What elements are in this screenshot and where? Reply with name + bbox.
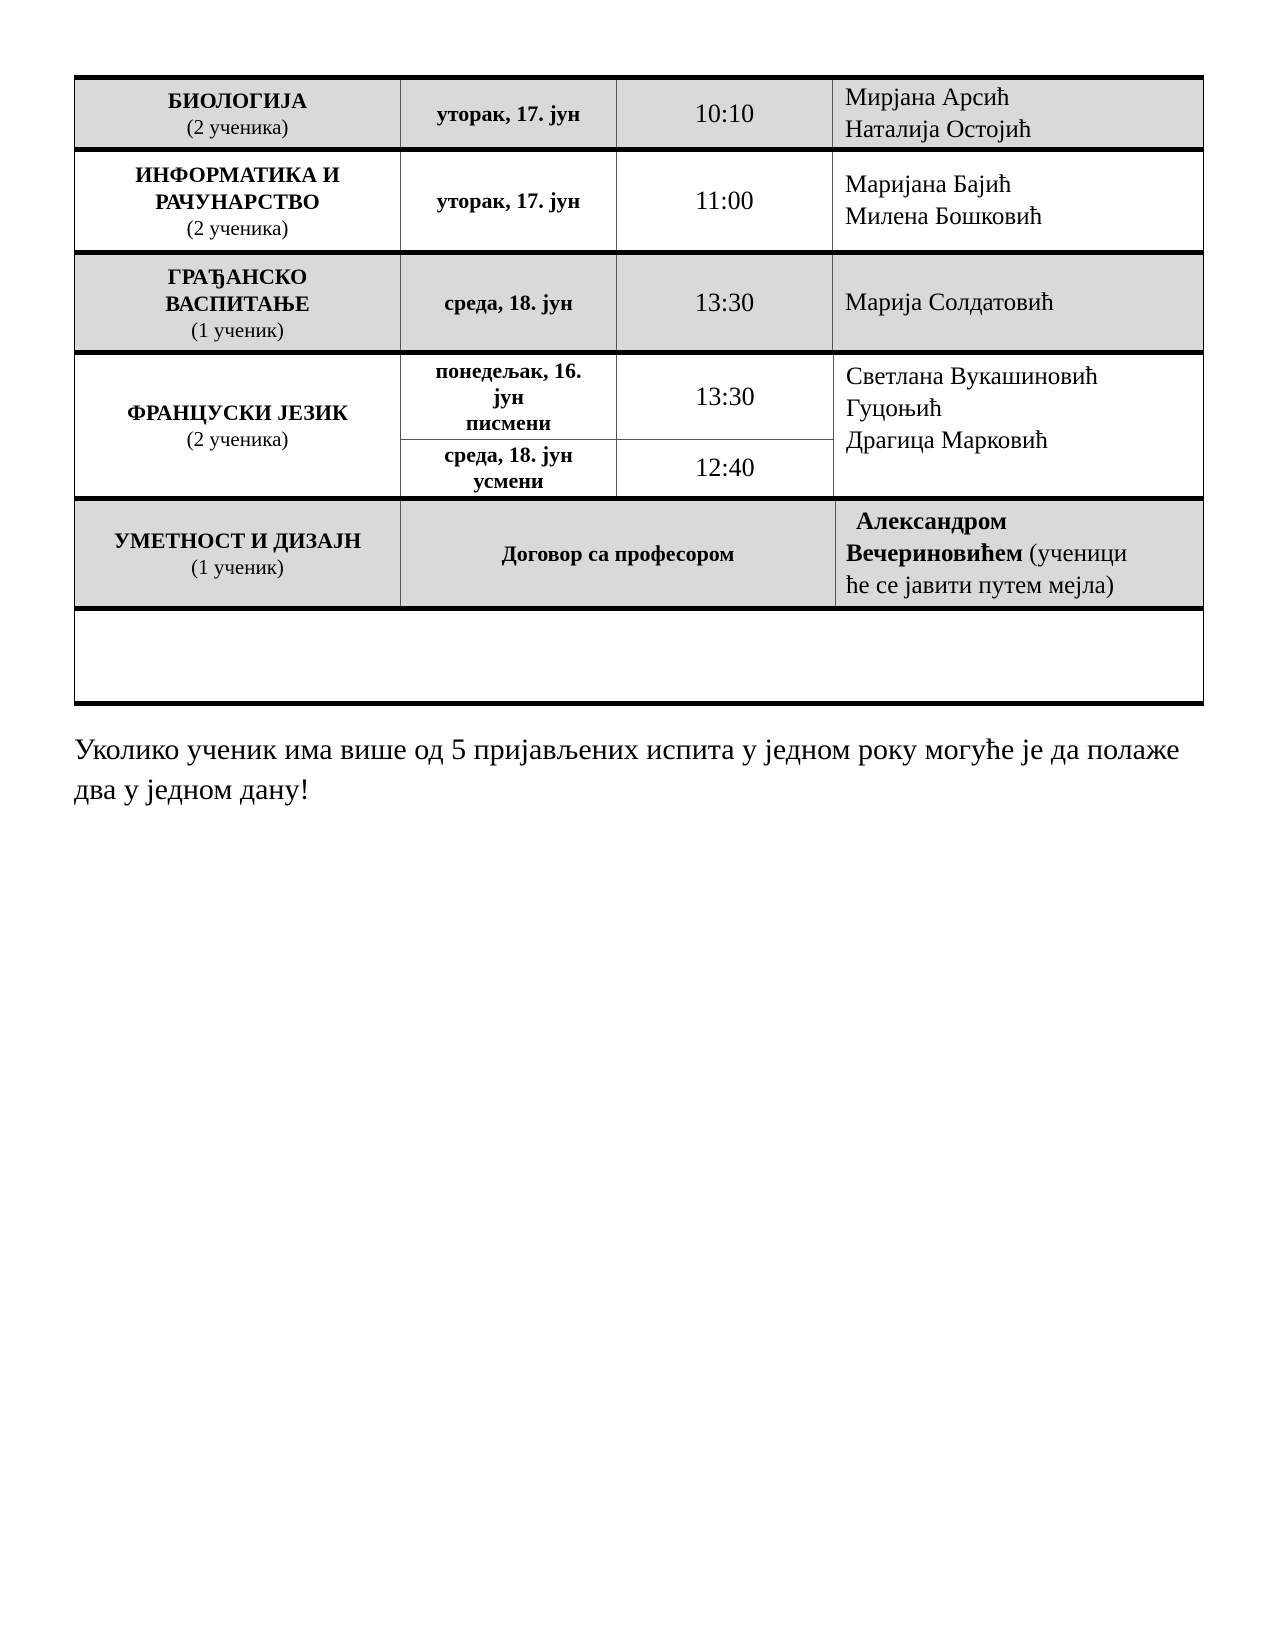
date-cell	[401, 440, 617, 496]
table-row	[74, 250, 1204, 350]
date-cell	[401, 355, 617, 439]
exam-time: 10:10	[694, 98, 755, 128]
table-row	[74, 350, 1204, 496]
teacher-name: Гуцоњић	[846, 395, 942, 422]
student-count: (1 ученик)	[191, 317, 284, 342]
contact-note: (ученици	[1022, 539, 1128, 567]
teacher-name: Марија Солдатовић	[845, 288, 1054, 316]
student-count: (2 ученика)	[186, 216, 289, 240]
subject-name: РАЧУНАРСТВО	[155, 189, 320, 214]
contact-name: Александром	[856, 507, 1007, 535]
exam-date: понедељак, 16.	[435, 357, 582, 383]
exam-time: 12:40	[695, 452, 755, 482]
teacher-name: Наталија Остојић	[845, 115, 1032, 143]
contact-cell	[836, 501, 1203, 606]
teacher-name: Милена Бошковић	[845, 203, 1043, 230]
teachers-cell	[833, 255, 1203, 350]
contact-note: ће се јавити путем мејла)	[846, 571, 1115, 599]
arrangement-note: Договор са професором	[501, 540, 735, 566]
time-cell	[617, 440, 833, 496]
subject-name: ГРАЂАНСКО	[167, 263, 308, 289]
date-cell	[401, 80, 617, 147]
subject-cell	[75, 255, 401, 350]
arrangement-cell	[401, 501, 836, 606]
teacher-name: Мирјана Арсић	[845, 83, 1010, 111]
time-cell	[617, 255, 833, 350]
subject-cell	[75, 80, 401, 147]
subject-name: БИОЛОГИЈА	[167, 88, 308, 113]
exam-date: среда, 18. јун	[444, 441, 573, 467]
exam-time: 11:00	[695, 186, 754, 215]
teachers-cell	[833, 152, 1203, 250]
date-cell	[401, 255, 617, 350]
session-row	[401, 439, 833, 496]
teachers-cell	[833, 80, 1203, 147]
student-count: (2 ученика)	[186, 115, 289, 139]
table-row	[74, 75, 1204, 147]
teacher-name: Светлана Вукашиновић	[846, 363, 1098, 390]
footer-note: Уколико ученик има више од 5 пријављених испита у једном року могуће је да полаже два у једном дану!	[74, 733, 1180, 806]
subject-name: УМЕТНОСТ И ДИЗАЈН	[113, 528, 362, 553]
time-cell	[617, 152, 833, 250]
time-cell	[617, 355, 833, 439]
exam-date: уторак, 17. јун	[436, 100, 581, 126]
subject-cell	[75, 501, 401, 606]
contact-name: Вечериновићем	[846, 539, 1023, 567]
date-cell	[401, 152, 617, 250]
exam-time: 13:30	[695, 381, 755, 411]
contact-line	[846, 538, 1127, 570]
empty-row	[74, 606, 1204, 706]
teacher-name: Драгица Марковић	[846, 427, 1048, 454]
exam-date: среда, 18. јун	[444, 289, 573, 315]
exam-date: уторак, 17. јун	[436, 188, 581, 213]
time-cell	[617, 80, 833, 147]
subject-cell	[75, 152, 401, 250]
table-row	[74, 147, 1204, 250]
exam-time: 13:30	[694, 287, 755, 317]
exam-schedule-table	[74, 75, 1204, 706]
exam-type: писмени	[465, 409, 552, 435]
teachers-cell	[834, 355, 1203, 496]
student-count: (2 ученика)	[186, 427, 289, 451]
subject-name: ИНФОРМАТИКА И	[135, 162, 340, 187]
table-row	[74, 496, 1204, 606]
subject-name: ВАСПИТАЊЕ	[165, 290, 310, 316]
session-row	[401, 355, 833, 439]
exam-type: усмени	[473, 467, 544, 493]
exam-date: јун	[492, 383, 524, 409]
student-count: (1 ученик)	[191, 555, 284, 579]
sessions-group	[401, 355, 834, 496]
subject-cell	[75, 355, 401, 496]
subject-name: ФРАНЦУСКИ ЈЕЗИК	[127, 400, 348, 425]
teacher-name: Маријана Бајић	[845, 171, 1012, 198]
